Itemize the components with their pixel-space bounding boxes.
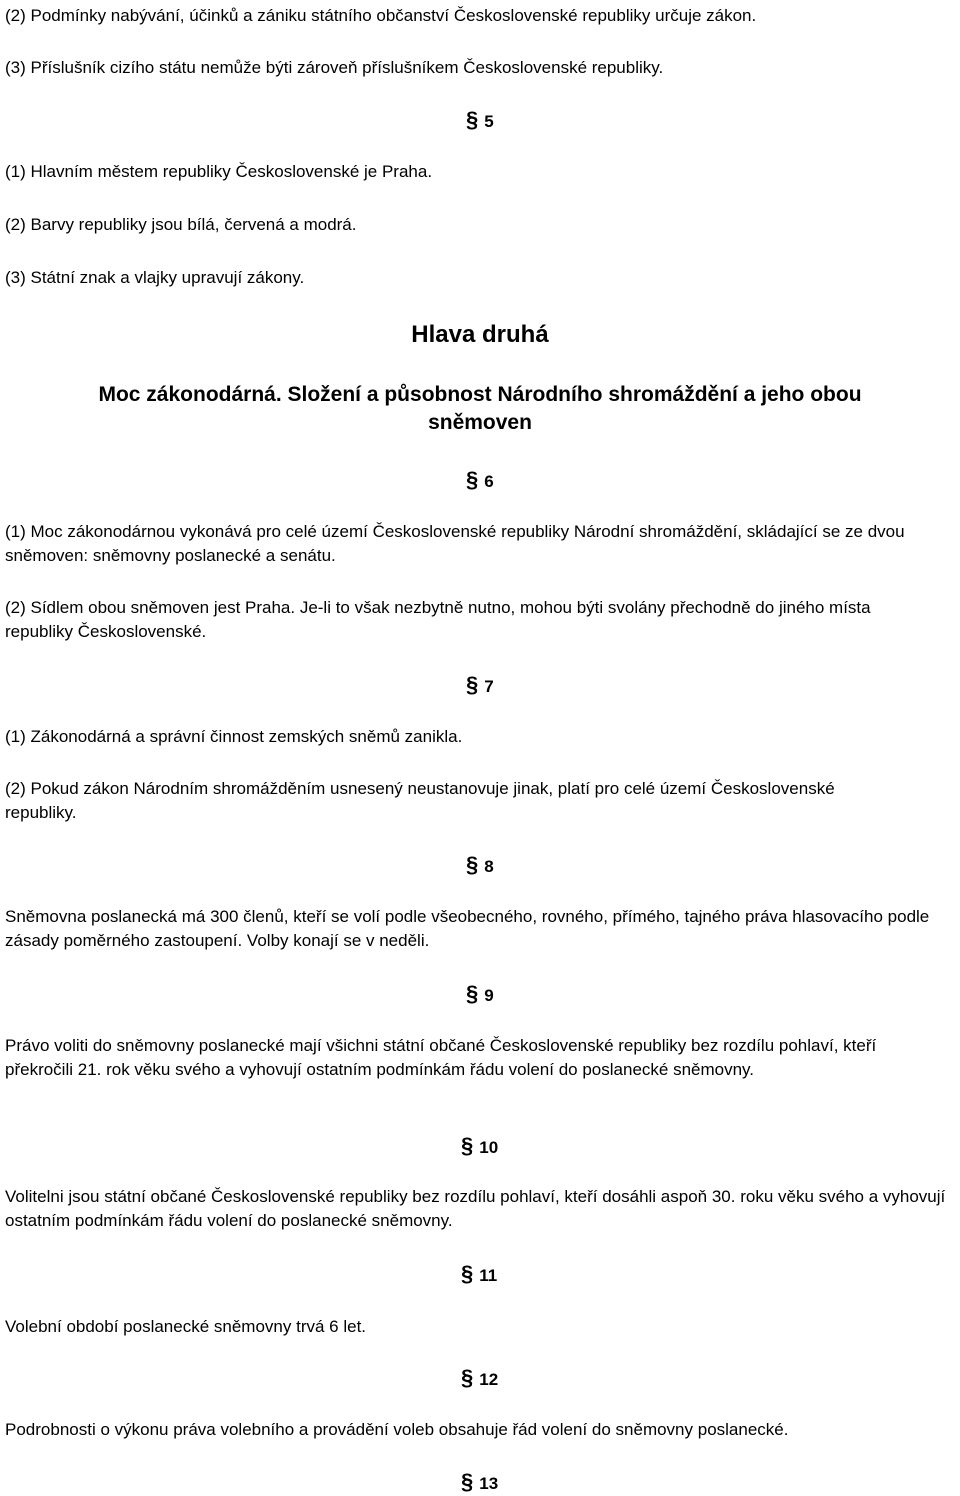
paragraph-11: Volební období poslanecké sněmovny trvá 6 let. (5, 1317, 367, 1336)
section-symbol: § (461, 1261, 474, 1286)
paragraph-12: Podrobnosti o výkonu práva volebního a provádění voleb obsahuje řád volení do sněmovny poslanecké. (5, 1420, 789, 1439)
section-symbol: § (466, 981, 479, 1006)
paragraph-7-1: (1) Zákonodárná a správní činnost zemských sněmů zanikla. (5, 727, 463, 746)
chapter-subtitle-line-1: Moc zákonodárná. Složení a působnost Národního shromáždění a jeho obou (98, 383, 862, 406)
chapter-title: Hlava druhá (411, 321, 549, 348)
section-symbol: § (466, 672, 479, 697)
section-symbol: § (461, 1469, 474, 1494)
section-symbol: § (461, 1365, 474, 1390)
section-7-heading (466, 673, 494, 699)
section-number: 10 (479, 1138, 499, 1157)
paragraph-7-2: (2) Pokud zákon Národním shromážděním usnesený neustanovuje jinak, platí pro celé území Československé republiky. (5, 779, 835, 822)
paragraph-5-2: (2) Barvy republiky jsou bílá, červená a modrá. (5, 215, 357, 234)
paragraph-5-3: (3) Státní znak a vlajky upravují zákony. (5, 268, 305, 287)
paragraph-8: Sněmovna poslanecká má 300 členů, kteří se volí podle všeobecného, rovného, přímého, tajného práva hlasovacího podle zásady poměrného zastoupení. Volby konají se v neděli. (5, 907, 930, 950)
section-9-heading (466, 982, 494, 1008)
section-10-heading (461, 1134, 498, 1160)
section-13-heading (461, 1470, 498, 1496)
section-symbol: § (466, 107, 479, 132)
paragraph-6-1: (1) Moc zákonodárnou vykonává pro celé území Československé republiky Národní shromáždění, skládající se ze dvou sněmoven: sněmovny poslanecké a senátu. (5, 522, 905, 565)
section-5-heading (466, 108, 494, 134)
section-number: 12 (479, 1370, 499, 1389)
section-symbol: § (466, 852, 479, 877)
paragraph-10: Volitelni jsou státní občané Československé republiky bez rozdílu pohlaví, kteří dosáhli aspoň 30. roku věku svého a vyhovují ostatním podmínkám řádu volení do poslanecké sněmovny. (5, 1187, 946, 1230)
section-number: 8 (484, 857, 494, 876)
section-11-heading (461, 1262, 497, 1288)
paragraph-9: Právo voliti do sněmovny poslanecké mají všichni státní občané Československé republiky bez rozdílu pohlaví, kteří překročili 21. rok věku svého a vyhovují ostatním podmínkám řádu volení do poslanecké sněmovny. (5, 1036, 877, 1079)
paragraph-6-2: (2) Sídlem obou sněmoven jest Praha. Je-li to však nezbytně nutno, mohou býti svolány přechodně do jiného místa republiky Československé. (5, 598, 871, 641)
section-number: 6 (484, 472, 494, 491)
section-symbol: § (461, 1133, 474, 1158)
section-12-heading (461, 1366, 498, 1392)
section-8-heading (466, 853, 494, 879)
paragraph-4-2: (2) Podmínky nabývání, účinků a zániku státního občanství Československé republiky určuje zákon. (5, 6, 757, 25)
chapter-subtitle-line-2: sněmoven (428, 411, 532, 434)
section-6-heading (466, 468, 494, 494)
section-number: 7 (484, 677, 494, 696)
section-number: 13 (479, 1474, 499, 1493)
paragraph-5-1: (1) Hlavním městem republiky Československé je Praha. (5, 162, 433, 181)
section-number: 11 (479, 1266, 498, 1285)
paragraph-4-3: (3) Příslušník cizího státu nemůže býti zároveň příslušníkem Československé republiky. (5, 58, 664, 77)
section-symbol: § (466, 467, 479, 492)
section-number: 9 (484, 986, 494, 1005)
chapter-subtitle (5, 381, 955, 437)
section-number: 5 (484, 112, 494, 131)
